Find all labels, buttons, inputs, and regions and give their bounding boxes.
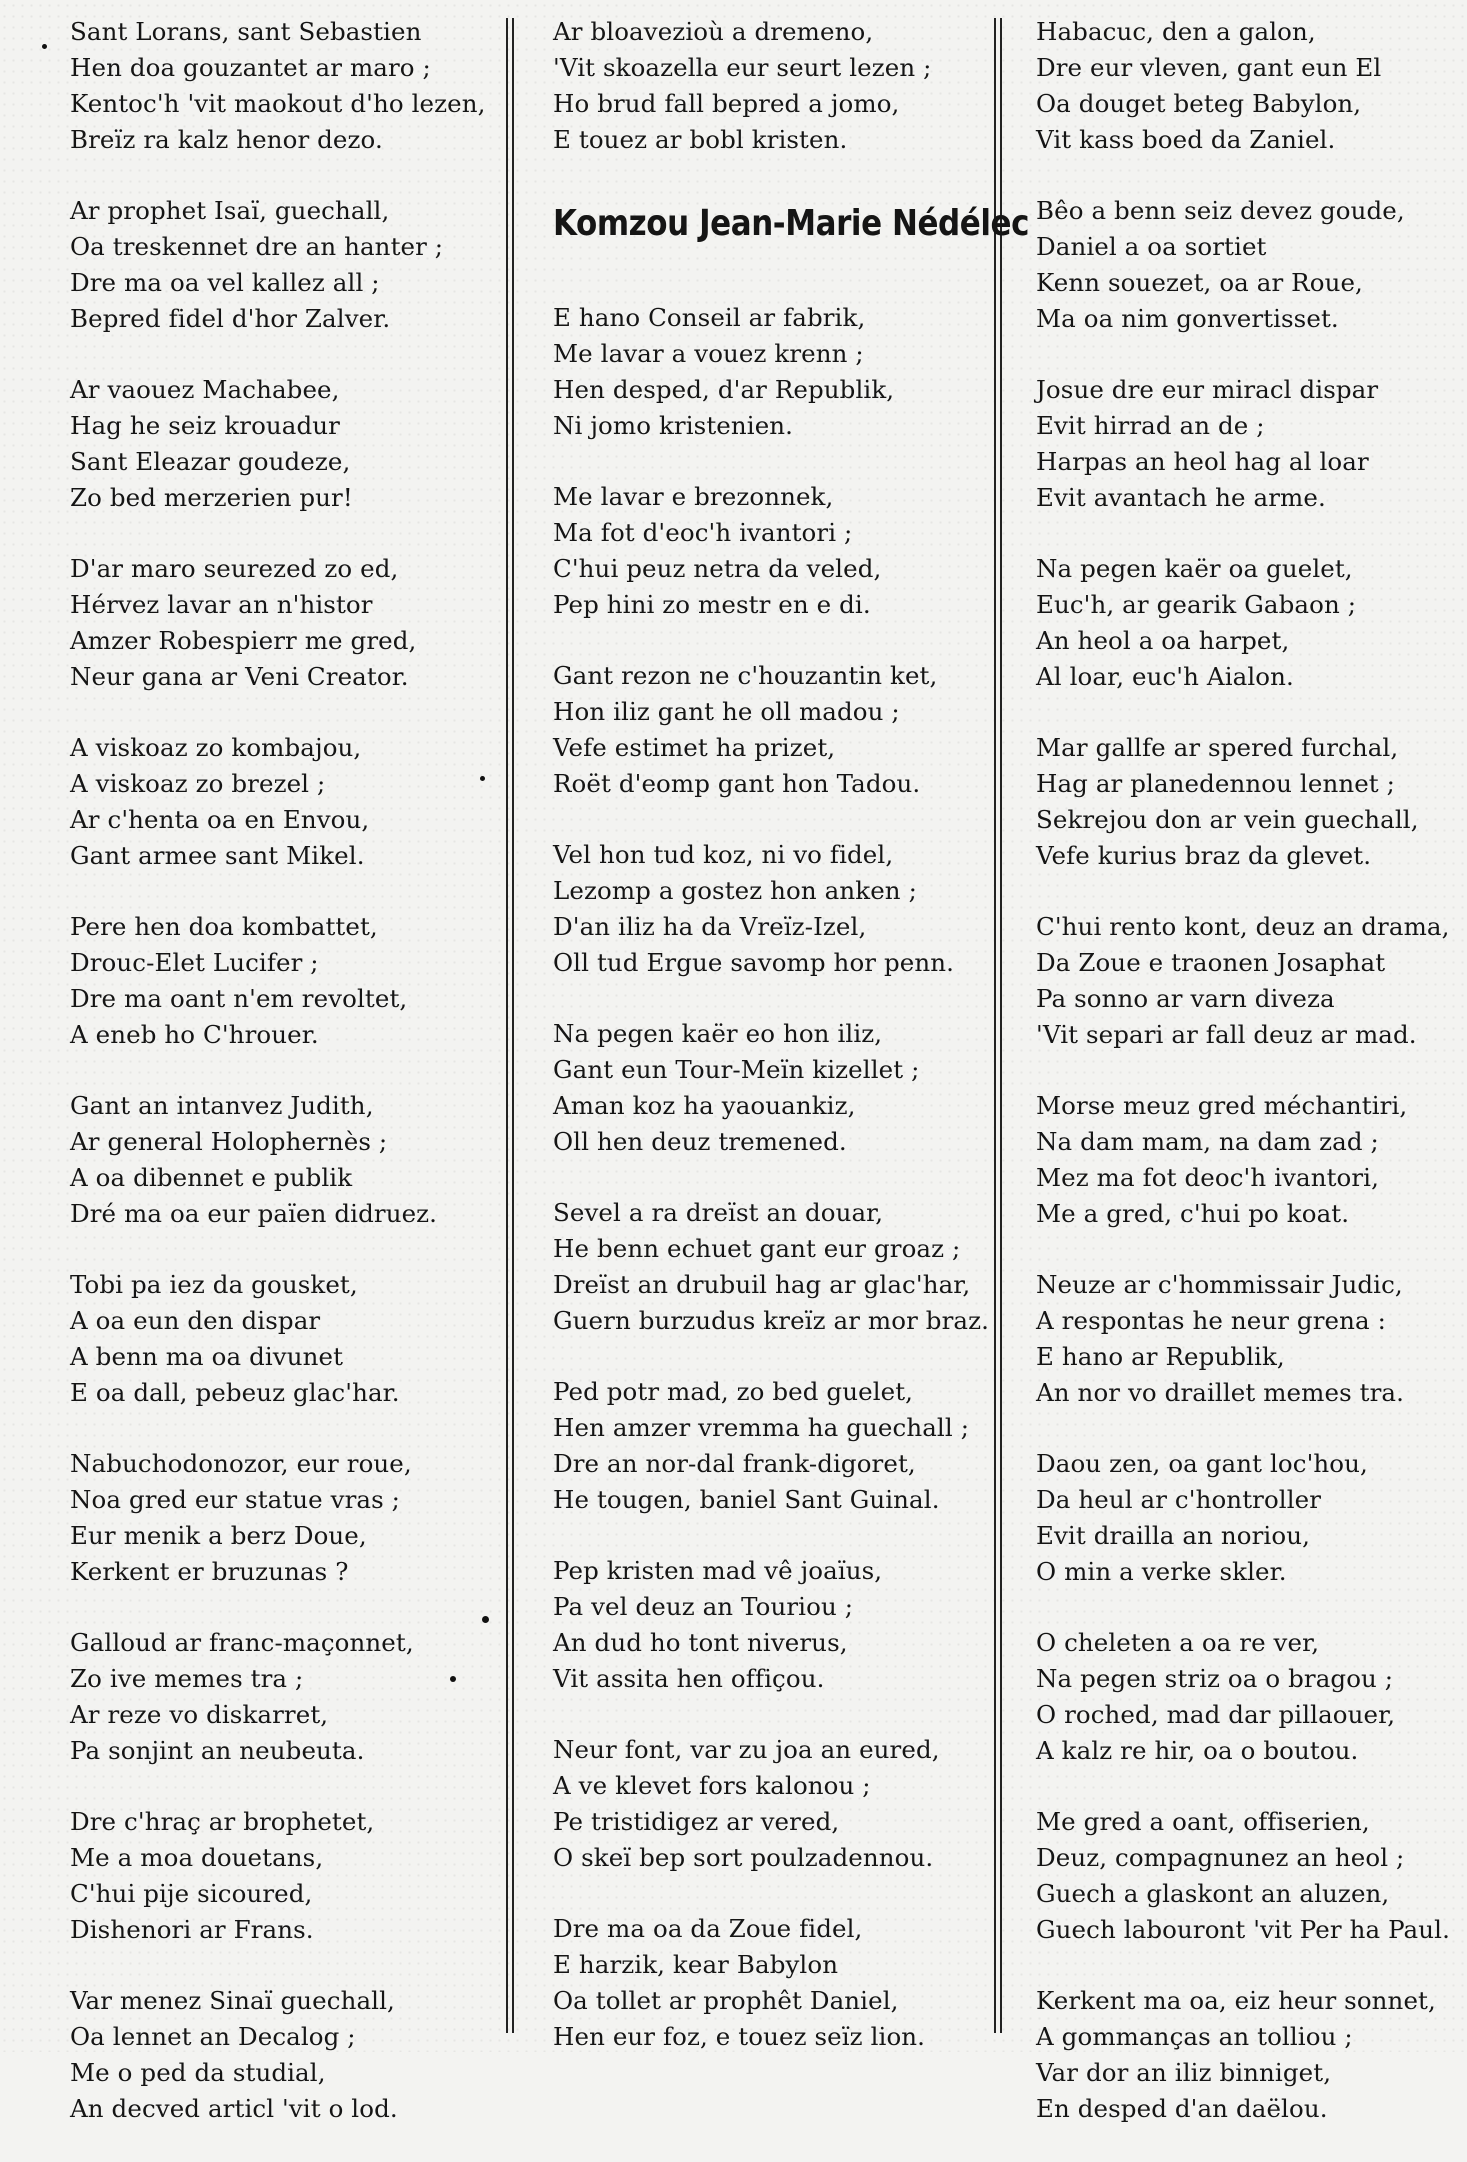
verse-line: Dre ma oa da Zoue fidel, bbox=[553, 1914, 863, 1943]
verse-line: Pere hen doa kombattet, bbox=[70, 912, 378, 941]
verse-line: Gant an intanvez Judith, bbox=[70, 1091, 374, 1120]
verse-line: Kentoc'h 'vit maokout d'ho lezen, bbox=[70, 89, 486, 118]
stanza bbox=[553, 1553, 983, 1697]
verse-line: En desped d'an daëlou. bbox=[1036, 2094, 1328, 2123]
column-divider bbox=[1000, 18, 1002, 2033]
verse-line: Oa douget beteg Babylon, bbox=[1036, 89, 1362, 118]
verse-line: E hano Conseil ar fabrik, bbox=[553, 303, 866, 332]
verse-line: Daniel a oa sortiet bbox=[1036, 232, 1267, 261]
verse-line: Sekrejou don ar vein guechall, bbox=[1036, 805, 1419, 834]
stanza bbox=[553, 1374, 983, 1518]
verse-line: Me a moa douetans, bbox=[70, 1843, 324, 1872]
column-divider bbox=[506, 18, 508, 2033]
verse-line: A respontas he neur grena : bbox=[1036, 1306, 1386, 1335]
verse-line: Ar general Holophernès ; bbox=[70, 1127, 388, 1156]
verse-line: Dre eur vleven, gant eun El bbox=[1036, 53, 1382, 82]
verse-line: Oa tollet ar prophêt Daniel, bbox=[553, 1986, 899, 2015]
verse-line: Aman koz ha yaouankiz, bbox=[553, 1091, 856, 1120]
verse-line: An dud ho tont niverus, bbox=[553, 1628, 848, 1657]
verse-line: Me lavar a vouez krenn ; bbox=[553, 339, 864, 368]
verse-line: Kerkent er bruzunas ? bbox=[70, 1557, 349, 1586]
verse-line: A ve klevet fors kalonou ; bbox=[553, 1771, 871, 1800]
verse-line: Na pegen striz oa o bragou ; bbox=[1036, 1664, 1394, 1693]
verse-line: Hag ar planedennou lennet ; bbox=[1036, 769, 1395, 798]
stanza bbox=[1036, 193, 1456, 337]
ink-speck bbox=[42, 44, 47, 49]
verse-line: Evit avantach he arme. bbox=[1036, 483, 1326, 512]
verse-line: E touez ar bobl kristen. bbox=[553, 125, 848, 154]
poem-title: Komzou Jean-Marie Nédélec bbox=[553, 203, 1030, 244]
verse-line: Oll tud Ergue savomp hor penn. bbox=[553, 948, 955, 977]
stanza bbox=[553, 658, 983, 802]
verse-line: Harpas an heol hag al loar bbox=[1036, 447, 1369, 476]
verse-line: A oa eun den dispar bbox=[70, 1306, 321, 1335]
verse-line: Ar prophet Isaï, guechall, bbox=[70, 196, 390, 225]
verse-line: An heol a oa harpet, bbox=[1036, 626, 1290, 655]
verse-line: Dishenori ar Frans. bbox=[70, 1915, 314, 1944]
stanza bbox=[70, 730, 500, 874]
verse-line: Al loar, euc'h Aialon. bbox=[1036, 662, 1294, 691]
stanza bbox=[553, 1732, 983, 1876]
stanza bbox=[1036, 730, 1456, 874]
verse-line: E harzik, kear Babylon bbox=[553, 1950, 839, 1979]
verse-line: Ar vaouez Machabee, bbox=[70, 375, 340, 404]
verse-line: Ma fot d'eoc'h ivantori ; bbox=[553, 518, 853, 547]
verse-line: A kalz re hir, oa o boutou. bbox=[1036, 1736, 1359, 1765]
verse-line: Galloud ar franc-maçonnet, bbox=[70, 1628, 414, 1657]
stanza bbox=[553, 14, 983, 158]
verse-line: Sevel a ra dreïst an douar, bbox=[553, 1198, 884, 1227]
verse-line: Daou zen, oa gant loc'hou, bbox=[1036, 1449, 1368, 1478]
stanza bbox=[70, 1088, 500, 1232]
verse-line: He benn echuet gant eur groaz ; bbox=[553, 1234, 961, 1263]
verse-line: Neur font, var zu joa an eured, bbox=[553, 1735, 940, 1764]
verse-line: Sant Eleazar goudeze, bbox=[70, 447, 351, 476]
verse-line: Bêo a benn seiz devez goude, bbox=[1036, 196, 1405, 225]
verse-line: Pep hini zo mestr en e di. bbox=[553, 590, 871, 619]
verse-line: Vit assita hen offiçou. bbox=[553, 1664, 825, 1693]
verse-line: Drouc-Elet Lucifer ; bbox=[70, 948, 319, 977]
stanza bbox=[70, 193, 500, 337]
verse-line: O skeï bep sort poulzadennou. bbox=[553, 1843, 934, 1872]
verse-line: An nor vo draillet memes tra. bbox=[1036, 1378, 1404, 1407]
verse-line: Pa sonjint an neubeuta. bbox=[70, 1736, 365, 1765]
verse-line: Mar gallfe ar spered furchal, bbox=[1036, 733, 1399, 762]
verse-line: Dre an nor-dal frank-digoret, bbox=[553, 1449, 916, 1478]
stanza bbox=[553, 837, 983, 981]
verse-line: Hen desped, d'ar Republik, bbox=[553, 375, 895, 404]
stanza bbox=[70, 372, 500, 516]
verse-line: C'hui peuz netra da veled, bbox=[553, 554, 882, 583]
verse-line: Dreïst an drubuil hag ar glac'har, bbox=[553, 1270, 971, 1299]
verse-line: Ar bloavezioù a dremeno, bbox=[553, 17, 874, 46]
poem-column-2 bbox=[553, 14, 1030, 2090]
verse-line: Pa vel deuz an Touriou ; bbox=[553, 1592, 854, 1621]
stanza bbox=[1036, 14, 1456, 158]
verse-line: Ma oa nim gonvertisset. bbox=[1036, 304, 1339, 333]
stanza bbox=[553, 1195, 989, 1339]
stanza bbox=[1036, 551, 1456, 695]
verse-line: Na pegen kaër eo hon iliz, bbox=[553, 1019, 883, 1048]
verse-line: Tobi pa iez da gousket, bbox=[70, 1270, 358, 1299]
verse-line: Me lavar e brezonnek, bbox=[553, 482, 834, 511]
stanza bbox=[1036, 1983, 1456, 2127]
verse-line: A viskoaz zo brezel ; bbox=[70, 769, 326, 798]
verse-line: Pe tristidigez ar vered, bbox=[553, 1807, 840, 1836]
verse-line: Evit drailla an noriou, bbox=[1036, 1521, 1310, 1550]
verse-line: Ni jomo kristenien. bbox=[553, 411, 794, 440]
verse-line: 'Vit separi ar fall deuz ar mad. bbox=[1036, 1020, 1417, 1049]
verse-line: Gant rezon ne c'houzantin ket, bbox=[553, 661, 938, 690]
stanza bbox=[1036, 372, 1456, 516]
verse-line: Hen eur foz, e touez seïz lion. bbox=[553, 2022, 926, 2051]
verse-line: Na pegen kaër oa guelet, bbox=[1036, 554, 1353, 583]
verse-line: Dré ma oa eur païen didruez. bbox=[70, 1199, 438, 1228]
verse-line: Ho brud fall bepred a jomo, bbox=[553, 89, 900, 118]
verse-line: Na dam mam, na dam zad ; bbox=[1036, 1127, 1379, 1156]
verse-line: O min a verke skler. bbox=[1036, 1557, 1287, 1586]
stanza bbox=[70, 909, 500, 1053]
verse-line: Eur menik a berz Doue, bbox=[70, 1521, 367, 1550]
verse-line: Euc'h, ar gearik Gabaon ; bbox=[1036, 590, 1357, 619]
verse-line: Vit kass boed da Zaniel. bbox=[1036, 125, 1336, 154]
verse-line: A viskoaz zo kombajou, bbox=[70, 733, 362, 762]
verse-line: Amzer Robespierr me gred, bbox=[70, 626, 417, 655]
verse-line: Neur gana ar Veni Creator. bbox=[70, 662, 409, 691]
stanza bbox=[70, 1804, 500, 1948]
verse-line: Hag he seiz krouadur bbox=[70, 411, 340, 440]
verse-line: Zo bed merzerien pur! bbox=[70, 483, 353, 512]
verse-line: Dre ma oant n'em revoltet, bbox=[70, 984, 408, 1013]
verse-line: A gommanças an tolliou ; bbox=[1036, 2022, 1353, 2051]
verse-line: O roched, mad dar pillaouer, bbox=[1036, 1700, 1396, 1729]
verse-line: Kenn souezet, oa ar Roue, bbox=[1036, 268, 1363, 297]
stanza bbox=[1036, 1804, 1456, 1948]
verse-line: He tougen, baniel Sant Guinal. bbox=[553, 1485, 940, 1514]
verse-line: Oa lennet an Decalog ; bbox=[70, 2022, 356, 2051]
verse-line: Bepred fidel d'hor Zalver. bbox=[70, 304, 391, 333]
verse-line: Guech a glaskont an aluzen, bbox=[1036, 1879, 1390, 1908]
verse-line: Ar reze vo diskarret, bbox=[70, 1700, 329, 1729]
poem-column-1 bbox=[70, 14, 500, 2162]
verse-line: C'hui pije sicoured, bbox=[70, 1879, 313, 1908]
verse-line: Pep kristen mad vê joaïus, bbox=[553, 1556, 883, 1585]
verse-line: E oa dall, pebeuz glac'har. bbox=[70, 1378, 400, 1407]
verse-line: A oa dibennet e publik bbox=[70, 1163, 353, 1192]
verse-line: Dre c'hraç ar brophetet, bbox=[70, 1807, 375, 1836]
verse-line: Vel hon tud koz, ni vo fidel, bbox=[553, 840, 894, 869]
verse-line: Var menez Sinaï guechall, bbox=[70, 1986, 395, 2015]
stanza bbox=[1036, 1625, 1456, 1769]
stanza bbox=[1036, 1088, 1456, 1232]
verse-line: Nabuchodonozor, eur roue, bbox=[70, 1449, 412, 1478]
verse-line: Lezomp a gostez hon anken ; bbox=[553, 876, 917, 905]
stanza bbox=[1036, 1446, 1456, 1590]
verse-line: Ped potr mad, zo bed guelet, bbox=[553, 1377, 914, 1406]
verse-line: Roët d'eomp gant hon Tadou. bbox=[553, 769, 921, 798]
verse-line: Guern burzudus kreïz ar mor braz. bbox=[553, 1306, 989, 1335]
stanza bbox=[1036, 909, 1456, 1053]
verse-line: Josue dre eur miracl dispar bbox=[1036, 375, 1379, 404]
verse-line: Sant Lorans, sant Sebastien bbox=[70, 17, 422, 46]
verse-line: Hen doa gouzantet ar maro ; bbox=[70, 53, 431, 82]
verse-line: An decved articl 'vit o lod. bbox=[70, 2094, 398, 2123]
verse-line: C'hui rento kont, deuz an drama, bbox=[1036, 912, 1450, 941]
verse-line: Breïz ra kalz henor dezo. bbox=[70, 125, 383, 154]
verse-line: Da Zoue e traonen Josaphat bbox=[1036, 948, 1386, 977]
verse-line: Var dor an iliz binniget, bbox=[1036, 2058, 1332, 2087]
stanza bbox=[70, 1267, 500, 1411]
verse-line: Zo ive memes tra ; bbox=[70, 1664, 304, 1693]
verse-line: Deuz, compagnunez an heol ; bbox=[1036, 1843, 1405, 1872]
poem-column-3 bbox=[1036, 14, 1456, 2162]
verse-line: 'Vit skoazella eur seurt lezen ; bbox=[553, 53, 932, 82]
verse-line: Neuze ar c'hommissair Judic, bbox=[1036, 1270, 1403, 1299]
verse-line: Oa treskennet dre an hanter ; bbox=[70, 232, 444, 261]
column-divider bbox=[512, 18, 514, 2033]
stanza bbox=[553, 300, 983, 444]
stanza bbox=[553, 1016, 983, 1160]
verse-line: D'ar maro seurezed zo ed, bbox=[70, 554, 399, 583]
verse-line: Morse meuz gred méchantiri, bbox=[1036, 1091, 1408, 1120]
verse-line: D'an iliz ha da Vreïz-Izel, bbox=[553, 912, 867, 941]
verse-line: Hérvez lavar an n'histor bbox=[70, 590, 373, 619]
verse-line: O cheleten a oa re ver, bbox=[1036, 1628, 1320, 1657]
verse-line: Vefe estimet ha prizet, bbox=[553, 733, 836, 762]
verse-line: Pa sonno ar varn diveza bbox=[1036, 984, 1335, 1013]
verse-line: Vefe kurius braz da glevet. bbox=[1036, 841, 1372, 870]
stanza bbox=[70, 551, 500, 695]
verse-line: Gant armee sant Mikel. bbox=[70, 841, 365, 870]
verse-line: E hano ar Republik, bbox=[1036, 1342, 1285, 1371]
verse-line: Mez ma fot deoc'h ivantori, bbox=[1036, 1163, 1380, 1192]
stanza bbox=[70, 1625, 500, 1769]
verse-line: Me gred a oant, offiserien, bbox=[1036, 1807, 1370, 1836]
verse-line: A benn ma oa divunet bbox=[70, 1342, 344, 1371]
verse-line: Kerkent ma oa, eiz heur sonnet, bbox=[1036, 1986, 1436, 2015]
verse-line: Guech labouront 'vit Per ha Paul. bbox=[1036, 1915, 1450, 1944]
verse-line: Me o ped da studial, bbox=[70, 2058, 326, 2087]
verse-line: Gant eun Tour-Meïn kizellet ; bbox=[553, 1055, 920, 1084]
verse-line: Ar c'henta oa en Envou, bbox=[70, 805, 370, 834]
verse-line: Evit hirrad an de ; bbox=[1036, 411, 1265, 440]
stanza bbox=[70, 14, 500, 158]
verse-line: Noa gred eur statue vras ; bbox=[70, 1485, 401, 1514]
verse-line: Me a gred, c'hui po koat. bbox=[1036, 1199, 1350, 1228]
verse-line: Habacuc, den a galon, bbox=[1036, 17, 1316, 46]
verse-line: Dre ma oa vel kallez all ; bbox=[70, 268, 380, 297]
verse-line: Oll hen deuz tremened. bbox=[553, 1127, 847, 1156]
verse-line: A eneb ho C'hrouer. bbox=[70, 1020, 319, 1049]
verse-line: Da heul ar c'hontroller bbox=[1036, 1485, 1322, 1514]
verse-line: Hon iliz gant he oll madou ; bbox=[553, 697, 900, 726]
stanza bbox=[1036, 1267, 1456, 1411]
stanza bbox=[70, 1983, 500, 2127]
stanza bbox=[553, 1911, 983, 2055]
stanza bbox=[70, 1446, 500, 1590]
verse-line: Hen amzer vremma ha guechall ; bbox=[553, 1413, 970, 1442]
column-divider bbox=[994, 18, 996, 2033]
stanza bbox=[553, 479, 983, 623]
